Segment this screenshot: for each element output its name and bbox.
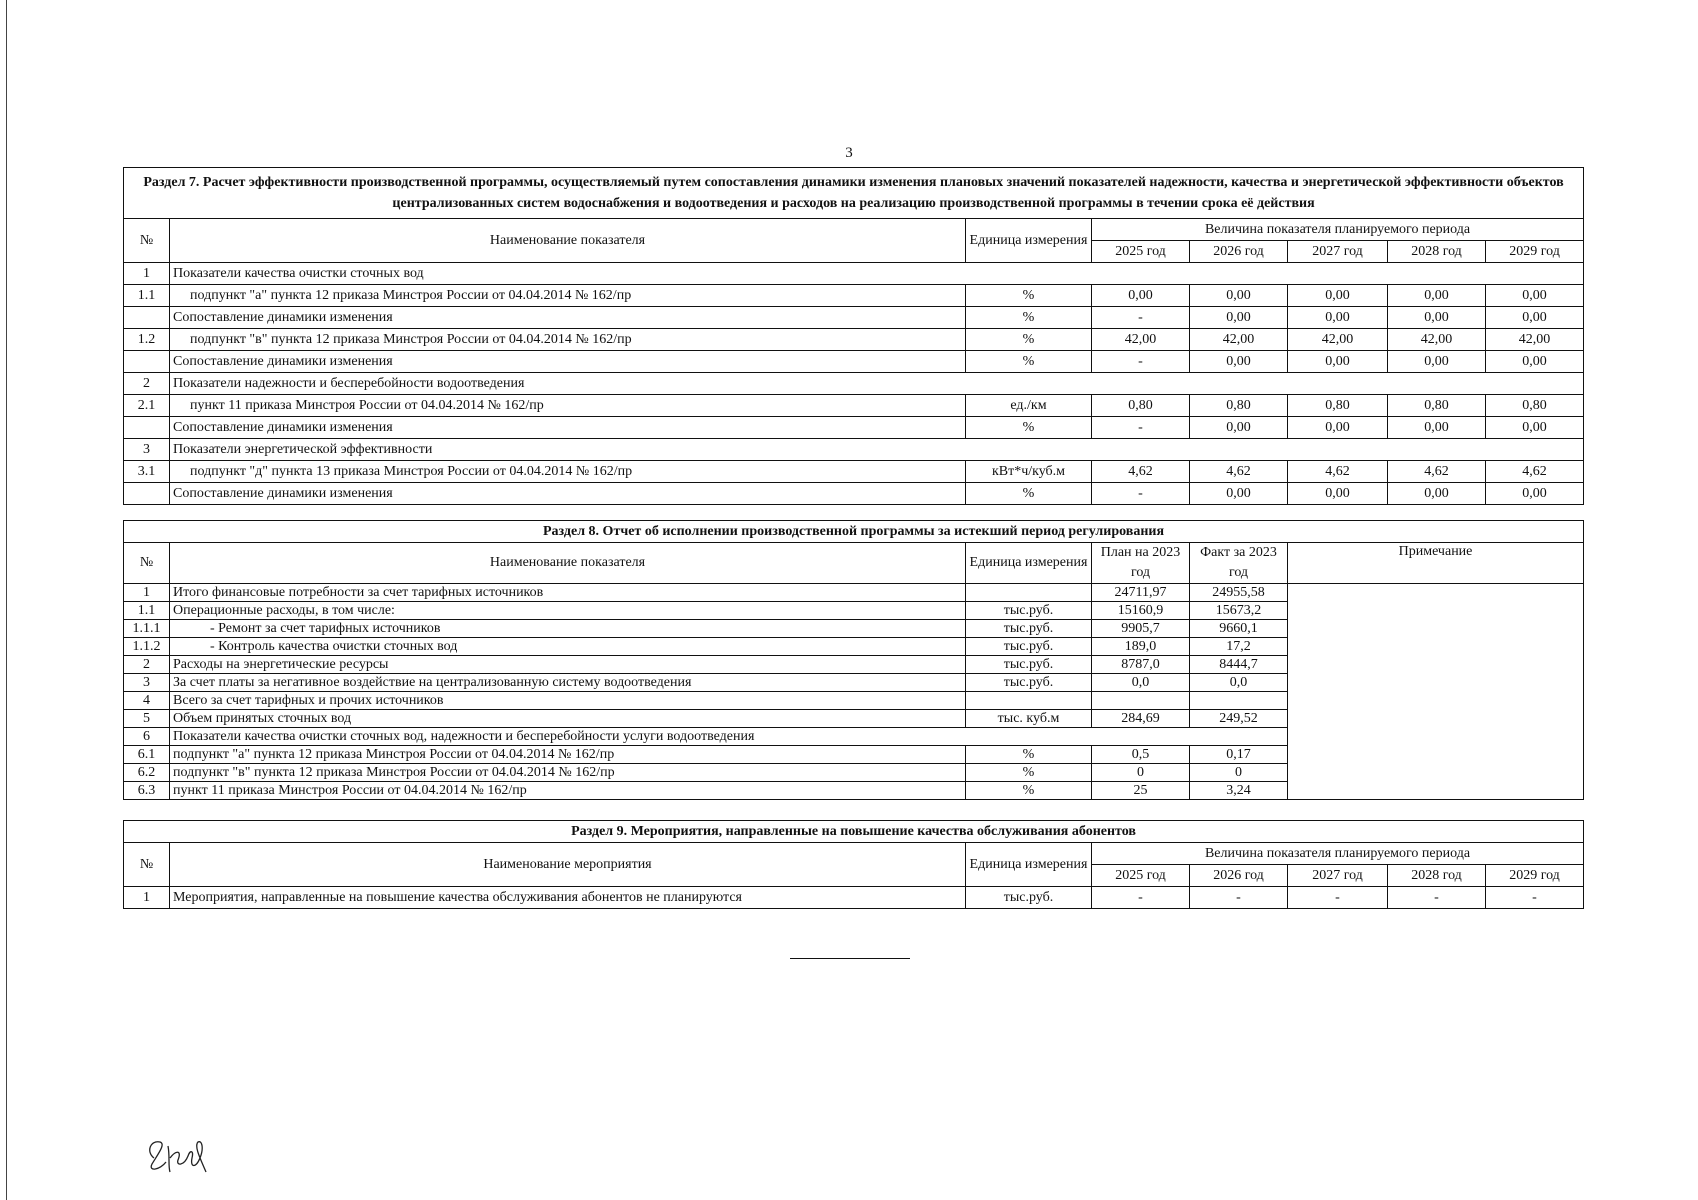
- column-name-header: Наименование показателя: [170, 543, 966, 584]
- row-fact: 8444,7: [1190, 656, 1288, 674]
- section-7-table: [123, 167, 1584, 505]
- column-name-header: Наименование мероприятия: [170, 843, 966, 887]
- section-8-title: Раздел 8. Отчет об исполнении производственной программы за истекший период регулирования: [124, 521, 1584, 543]
- row-name: Сопоставление динамики изменения: [170, 307, 966, 329]
- row-fact: 17,2: [1190, 638, 1288, 656]
- row-unit: %: [966, 764, 1092, 782]
- row-value: -: [1486, 887, 1584, 909]
- row-fact: 9660,1: [1190, 620, 1288, 638]
- row-fact: 3,24: [1190, 782, 1288, 800]
- row-unit: %: [966, 782, 1092, 800]
- row-unit: %: [966, 285, 1092, 307]
- row-value: 0,80: [1486, 395, 1584, 417]
- row-number: 1.1.1: [124, 620, 170, 638]
- row-value: 0,00: [1190, 307, 1288, 329]
- column-number-header: №: [124, 543, 170, 584]
- row-number: 6.3: [124, 782, 170, 800]
- row-unit: %: [966, 351, 1092, 373]
- table-row: [124, 887, 1584, 909]
- row-value: 0,00: [1288, 483, 1388, 505]
- note-cell: [1288, 584, 1584, 800]
- row-value: 0,00: [1486, 417, 1584, 439]
- row-number: 2: [124, 656, 170, 674]
- row-value: 0,00: [1288, 351, 1388, 373]
- row-number: 6.2: [124, 764, 170, 782]
- row-number: 2.1: [124, 395, 170, 417]
- row-value: 0,00: [1092, 285, 1190, 307]
- column-unit-header: Единица измерения: [966, 843, 1092, 887]
- row-number: 4: [124, 692, 170, 710]
- row-name: - Ремонт за счет тарифных источников: [170, 620, 966, 638]
- row-name: Показатели качества очистки сточных вод, надежности и бесперебойности услуги водоотведения: [170, 728, 1288, 746]
- row-fact: 0,17: [1190, 746, 1288, 764]
- row-name: Итого финансовые потребности за счет тарифных источников: [170, 584, 966, 602]
- year-header: 2028 год: [1388, 241, 1486, 263]
- row-number: 1: [124, 263, 170, 285]
- row-value: 0,00: [1288, 417, 1388, 439]
- row-number: [124, 483, 170, 505]
- row-number: 3: [124, 439, 170, 461]
- row-number: 5: [124, 710, 170, 728]
- table-row: [124, 263, 1584, 285]
- column-period-header: Величина показателя планируемого периода: [1092, 219, 1584, 241]
- row-name: Операционные расходы, в том числе:: [170, 602, 966, 620]
- row-plan: 8787,0: [1092, 656, 1190, 674]
- column-name-header: Наименование показателя: [170, 219, 966, 263]
- row-value: 4,62: [1288, 461, 1388, 483]
- section-9-table: [123, 820, 1584, 909]
- row-unit: тыс.руб.: [966, 887, 1092, 909]
- column-period-header: Величина показателя планируемого периода: [1092, 843, 1584, 865]
- row-name: Сопоставление динамики изменения: [170, 483, 966, 505]
- row-value: 0,00: [1486, 285, 1584, 307]
- row-name: Показатели надежности и бесперебойности водоотведения: [170, 373, 1584, 395]
- row-number: 3.1: [124, 461, 170, 483]
- year-header: 2025 год: [1092, 865, 1190, 887]
- row-value: 0,00: [1388, 285, 1486, 307]
- row-name: Сопоставление динамики изменения: [170, 417, 966, 439]
- row-plan: 189,0: [1092, 638, 1190, 656]
- row-unit: %: [966, 307, 1092, 329]
- row-unit: тыс. куб.м: [966, 710, 1092, 728]
- row-value: 0,00: [1486, 483, 1584, 505]
- row-name: подпункт "а" пункта 12 приказа Минстроя России от 04.04.2014 № 162/пр: [170, 746, 966, 764]
- row-value: -: [1092, 483, 1190, 505]
- table-row: [124, 483, 1584, 505]
- row-value: 0,00: [1486, 351, 1584, 373]
- row-number: [124, 351, 170, 373]
- row-value: -: [1092, 307, 1190, 329]
- row-name: подпункт "в" пункта 12 приказа Минстроя России от 04.04.2014 № 162/пр: [170, 329, 966, 351]
- table-row: [124, 461, 1584, 483]
- year-header: 2029 год: [1486, 865, 1584, 887]
- row-name: Показатели энергетической эффективности: [170, 439, 1584, 461]
- row-value: 0,00: [1190, 417, 1288, 439]
- row-unit: тыс.руб.: [966, 674, 1092, 692]
- row-plan: 24711,97: [1092, 584, 1190, 602]
- row-name: Всего за счет тарифных и прочих источников: [170, 692, 966, 710]
- column-number-header: №: [124, 843, 170, 887]
- column-note-header: Примечание: [1288, 543, 1584, 584]
- column-plan-header: План на 2023 год: [1092, 543, 1190, 584]
- year-header: 2028 год: [1388, 865, 1486, 887]
- row-fact: [1190, 692, 1288, 710]
- year-header: 2027 год: [1288, 865, 1388, 887]
- row-fact: 15673,2: [1190, 602, 1288, 620]
- row-value: -: [1092, 887, 1190, 909]
- row-value: 0,00: [1388, 417, 1486, 439]
- row-number: 1: [124, 887, 170, 909]
- row-value: 0,00: [1288, 285, 1388, 307]
- row-name: Расходы на энергетические ресурсы: [170, 656, 966, 674]
- section-8-table: [123, 520, 1584, 800]
- table-row: [124, 395, 1584, 417]
- handwritten-signature: [140, 1128, 230, 1178]
- row-value: 0,00: [1486, 307, 1584, 329]
- column-fact-header: Факт за 2023 год: [1190, 543, 1288, 584]
- row-name: подпункт "а" пункта 12 приказа Минстроя России от 04.04.2014 № 162/пр: [170, 285, 966, 307]
- row-value: -: [1388, 887, 1486, 909]
- row-value: 0,80: [1288, 395, 1388, 417]
- row-unit: [966, 584, 1092, 602]
- row-plan: 15160,9: [1092, 602, 1190, 620]
- row-fact: 24955,58: [1190, 584, 1288, 602]
- table-row: [124, 373, 1584, 395]
- row-value: 0,00: [1288, 307, 1388, 329]
- row-value: 0,00: [1388, 351, 1486, 373]
- column-unit-header: Единица измерения: [966, 543, 1092, 584]
- row-fact: 0: [1190, 764, 1288, 782]
- row-value: 42,00: [1288, 329, 1388, 351]
- row-number: 1.1: [124, 285, 170, 307]
- section-9-title: Раздел 9. Мероприятия, направленные на повышение качества обслуживания абонентов: [124, 821, 1584, 843]
- row-name: За счет платы за негативное воздействие на централизованную систему водоотведения: [170, 674, 966, 692]
- row-value: 0,00: [1388, 483, 1486, 505]
- table-row: [124, 417, 1584, 439]
- table-row: [124, 439, 1584, 461]
- table-row: [124, 584, 1584, 602]
- row-plan: 9905,7: [1092, 620, 1190, 638]
- row-value: 0,80: [1388, 395, 1486, 417]
- row-value: 4,62: [1486, 461, 1584, 483]
- row-unit: ед./км: [966, 395, 1092, 417]
- year-header: 2026 год: [1190, 865, 1288, 887]
- row-value: 42,00: [1092, 329, 1190, 351]
- row-value: -: [1092, 351, 1190, 373]
- row-number: 1.1: [124, 602, 170, 620]
- row-unit: %: [966, 417, 1092, 439]
- row-number: 3: [124, 674, 170, 692]
- row-name: - Контроль качества очистки сточных вод: [170, 638, 966, 656]
- row-number: 2: [124, 373, 170, 395]
- row-name: подпункт "д" пункта 13 приказа Минстроя России от 04.04.2014 № 162/пр: [170, 461, 966, 483]
- row-plan: 25: [1092, 782, 1190, 800]
- row-unit: [966, 692, 1092, 710]
- column-number-header: №: [124, 219, 170, 263]
- row-unit: %: [966, 483, 1092, 505]
- row-unit: кВт*ч/куб.м: [966, 461, 1092, 483]
- row-value: 0,80: [1190, 395, 1288, 417]
- row-value: 4,62: [1190, 461, 1288, 483]
- row-name: Мероприятия, направленные на повышение качества обслуживания абонентов не планируются: [170, 887, 966, 909]
- row-value: 0,00: [1190, 351, 1288, 373]
- table-row: [124, 351, 1584, 373]
- row-value: 42,00: [1190, 329, 1288, 351]
- row-value: 42,00: [1486, 329, 1584, 351]
- row-number: 1.1.2: [124, 638, 170, 656]
- row-plan: 0,5: [1092, 746, 1190, 764]
- year-header: 2027 год: [1288, 241, 1388, 263]
- section-7-title: Раздел 7. Расчет эффективности производственной программы, осуществляемый путем сопоставления динамики изменения плановых значений показателей надежности, качества и энергетической эффективности объектов централизованных систем водоснабжения и водоотведения и расходов на реализацию производственной программы в течении срока её действия: [124, 168, 1584, 219]
- row-value: 0,00: [1388, 307, 1486, 329]
- row-unit: тыс.руб.: [966, 656, 1092, 674]
- row-value: 4,62: [1388, 461, 1486, 483]
- row-number: [124, 417, 170, 439]
- page-number: 3: [845, 145, 853, 161]
- year-header: 2026 год: [1190, 241, 1288, 263]
- row-value: 4,62: [1092, 461, 1190, 483]
- row-plan: [1092, 692, 1190, 710]
- column-unit-header: Единица измерения: [966, 219, 1092, 263]
- row-value: -: [1190, 887, 1288, 909]
- row-plan: 284,69: [1092, 710, 1190, 728]
- row-unit: %: [966, 329, 1092, 351]
- row-number: [124, 307, 170, 329]
- bottom-divider: [790, 958, 910, 959]
- row-value: 0,00: [1190, 483, 1288, 505]
- row-name: пункт 11 приказа Минстроя России от 04.04.2014 № 162/пр: [170, 782, 966, 800]
- row-value: 0,80: [1092, 395, 1190, 417]
- row-unit: тыс.руб.: [966, 602, 1092, 620]
- row-number: 1: [124, 584, 170, 602]
- table-row: [124, 329, 1584, 351]
- row-name: пункт 11 приказа Минстроя России от 04.04.2014 № 162/пр: [170, 395, 966, 417]
- row-number: 6.1: [124, 746, 170, 764]
- row-value: -: [1092, 417, 1190, 439]
- row-name: подпункт "в" пункта 12 приказа Минстроя России от 04.04.2014 № 162/пр: [170, 764, 966, 782]
- year-header: 2029 год: [1486, 241, 1584, 263]
- year-header: 2025 год: [1092, 241, 1190, 263]
- row-value: -: [1288, 887, 1388, 909]
- table-row: [124, 285, 1584, 307]
- row-fact: 0,0: [1190, 674, 1288, 692]
- row-unit: %: [966, 746, 1092, 764]
- row-name: Сопоставление динамики изменения: [170, 351, 966, 373]
- row-value: 42,00: [1388, 329, 1486, 351]
- left-margin-line: [6, 0, 7, 1200]
- row-value: 0,00: [1190, 285, 1288, 307]
- row-plan: 0: [1092, 764, 1190, 782]
- row-number: 1.2: [124, 329, 170, 351]
- row-unit: тыс.руб.: [966, 638, 1092, 656]
- row-fact: 249,52: [1190, 710, 1288, 728]
- row-number: 6: [124, 728, 170, 746]
- row-plan: 0,0: [1092, 674, 1190, 692]
- row-name: Показатели качества очистки сточных вод: [170, 263, 1584, 285]
- row-name: Объем принятых сточных вод: [170, 710, 966, 728]
- table-row: [124, 307, 1584, 329]
- row-unit: тыс.руб.: [966, 620, 1092, 638]
